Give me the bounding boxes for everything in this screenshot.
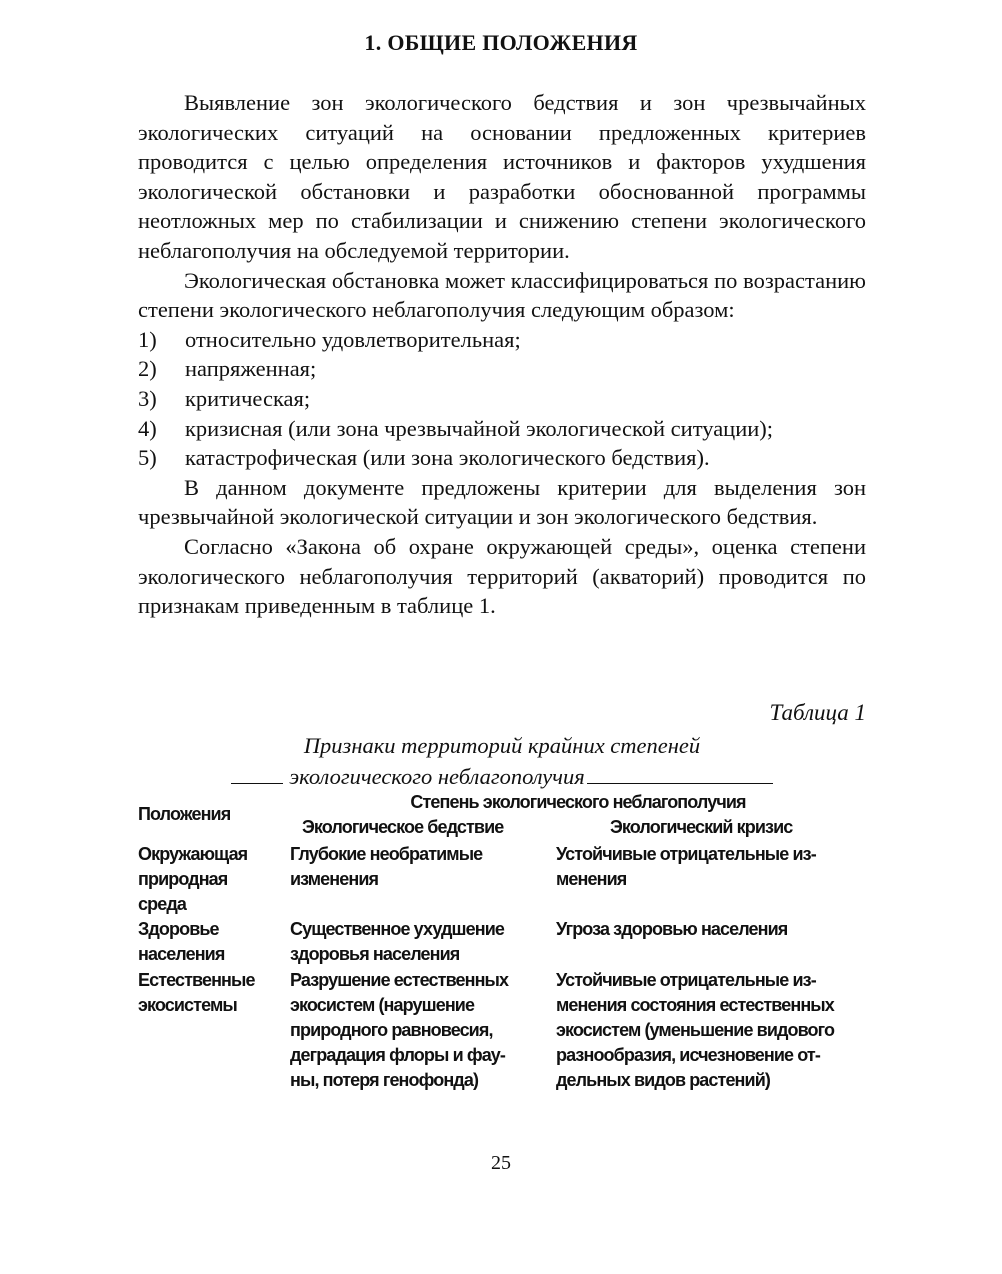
list-item-text: кризисная (или зона чрезвычайной экологической ситуации); [185, 415, 774, 441]
cell-crisis [556, 917, 878, 942]
list-item [138, 414, 866, 444]
list-item-text: относительно удовлетворительная; [185, 326, 521, 352]
cell-line: Устойчивые отрицательные из- [556, 970, 816, 990]
cell-line: Естественные [138, 970, 255, 990]
table-title [138, 730, 866, 792]
cell-disaster [290, 917, 546, 967]
table-title-line [231, 761, 772, 792]
table-title-text: экологического неблагополучия [289, 764, 585, 789]
list-item-text: катастрофическая (или зона экологического бедствия). [185, 445, 710, 471]
paragraph: В данном документе предложены критерии для выделения зон чрезвычайной экологической ситуации и зон экологического бедствия. [138, 474, 866, 530]
column-header-positions: Положения [138, 804, 231, 824]
cell-line: природного равновесия, [290, 1020, 493, 1040]
cell-line: среда [138, 894, 186, 914]
column-group-header: Степень экологического неблагополучия [410, 792, 746, 812]
cell-position [138, 917, 278, 967]
list-item-number: 2) [138, 356, 157, 382]
section-heading: 1. ОБЩИЕ ПОЛОЖЕНИЯ [364, 30, 638, 55]
list-item-number: 3) [138, 385, 157, 411]
table-caption: Таблица 1 [769, 700, 866, 725]
cell-disaster [290, 968, 546, 1093]
cell-line: Здоровье [138, 919, 219, 939]
list-item [138, 384, 866, 414]
cell-line: ны, потеря генофонда) [290, 1070, 479, 1090]
cell-position [138, 842, 278, 917]
cell-line: населения [138, 944, 225, 964]
table-title-line: Признаки территорий крайних степеней [303, 733, 701, 758]
cell-line: Глубокие необратимые [290, 844, 483, 864]
cell-line: Существенное ухудшение [290, 919, 504, 939]
cell-line: природная [138, 869, 228, 889]
cell-disaster [290, 842, 546, 892]
list-item-number: 5) [138, 445, 157, 471]
blank-underline [231, 763, 283, 784]
cell-line: экосистемы [138, 995, 237, 1015]
page-number: 25 [491, 1152, 511, 1174]
cell-position [138, 968, 278, 1018]
paragraph: Согласно «Закона об охране окружающей среды», оценка степени экологического неблагополучия территорий (акваторий) проводится по признакам приведенным в таблице 1. [138, 533, 866, 619]
paragraph: Экологическая обстановка может классифицироваться по возрастанию степени экологического неблагополучия следующим образом: [138, 267, 866, 323]
list-item [138, 325, 866, 355]
cell-line: деградация флоры и фау- [290, 1045, 506, 1065]
cell-line: менения [556, 869, 627, 889]
cell-line: Окружающая [138, 844, 248, 864]
column-header-crisis: Экологический кризис [610, 817, 793, 837]
cell-line: Угроза здоровью населения [556, 919, 788, 939]
body-text [138, 88, 866, 621]
classification-list [138, 325, 866, 473]
list-item-text: критическая; [185, 385, 311, 411]
list-item-text: напряженная; [185, 356, 317, 382]
cell-crisis [556, 968, 878, 1093]
cell-line: Разрушение естественных [290, 970, 509, 990]
list-item [138, 354, 866, 384]
column-header-disaster: Экологическое бедствие [302, 817, 504, 837]
cell-line: разнообразия, исчезновение от- [556, 1045, 820, 1065]
cell-line: экосистем (нарушение [290, 995, 475, 1015]
cell-line: экосистем (уменьшение видового [556, 1020, 835, 1040]
list-item [138, 443, 866, 473]
cell-line: менения состояния естественных [556, 995, 834, 1015]
cell-line: здоровья населения [290, 944, 460, 964]
list-item-number: 1) [138, 326, 157, 352]
paragraph: Выявление зон экологического бедствия и зон чрезвычайных экологических ситуаций на основании предложенных критериев проводится с целью определения источников и факторов ухудшения экологической обстановки и разработки обоснованной программы неотложных мер по стабилизации и снижению степени экологического неблагополучия на обследуемой территории. [138, 90, 866, 263]
cell-crisis [556, 842, 878, 892]
cell-line: изменения [290, 869, 379, 889]
blank-underline [587, 763, 773, 784]
cell-line: Устойчивые отрицательные из- [556, 844, 816, 864]
list-item-number: 4) [138, 415, 157, 441]
cell-line: дельных видов растений) [556, 1070, 770, 1090]
